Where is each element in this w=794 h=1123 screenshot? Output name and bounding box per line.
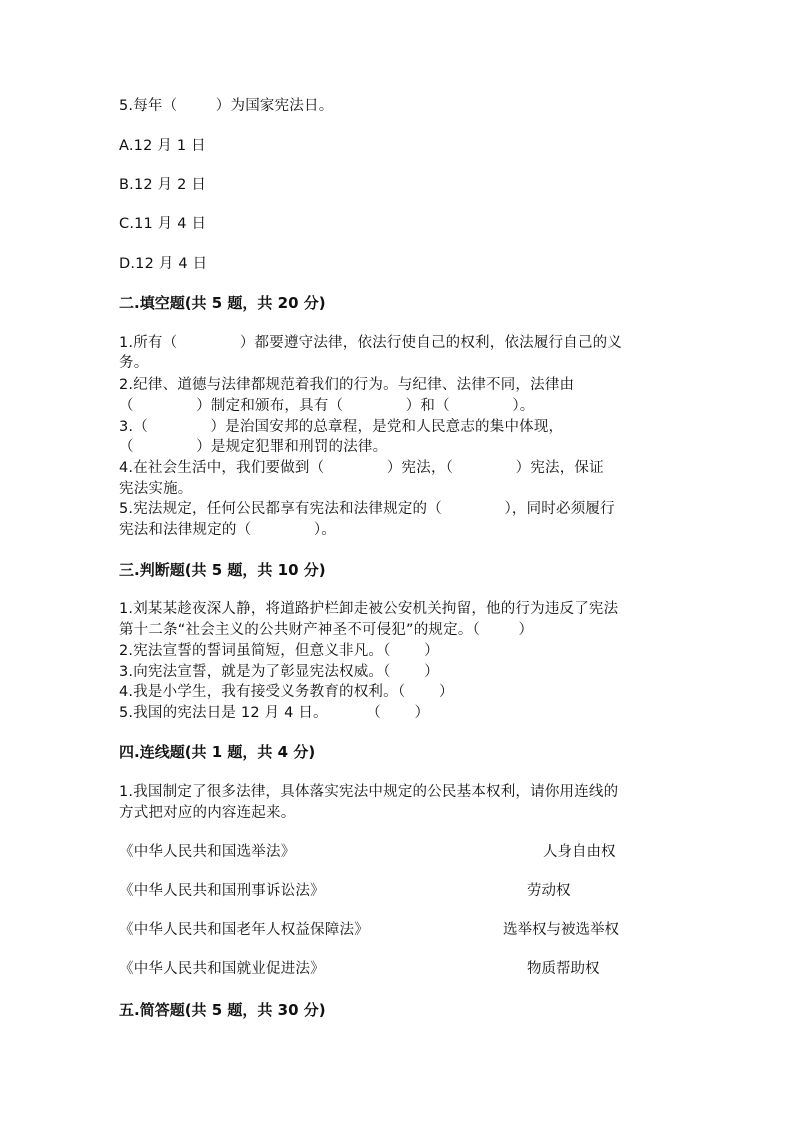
section3-line: 2.宪法宣誓的誓词虽简短，但意义非凡。（ ）	[119, 643, 439, 659]
section2-line: 3.（ ）是治国安邦的总章程，是党和人民意志的集中体现，	[119, 419, 564, 435]
section2-line: 4.在社会生活中，我们要做到（ ）宪法，（ ）宪法，保证	[119, 460, 604, 476]
matching-right-item: 人身自由权	[543, 844, 616, 860]
section2-line: （ ）是规定犯罪和刑罚的法律。	[119, 439, 388, 455]
section3-title: 三.判断题(共 5 题，共 10 分)	[119, 561, 326, 579]
section2-line: 宪法和法律规定的（ ）。	[119, 522, 336, 538]
section4-line: 方式把对应的内容连起来。	[119, 805, 296, 821]
section2-title: 二.填空题(共 5 题，共 20 分)	[119, 294, 326, 312]
q5-option-d: D.12 月 4 日	[119, 256, 208, 272]
matching-left-item: 《中华人民共和国选举法》	[119, 844, 296, 860]
matching-right-item: 物质帮助权	[527, 961, 600, 977]
matching-right-item: 劳动权	[527, 883, 571, 899]
section3-line: 3.向宪法宣誓，就是为了彰显宪法权威。（ ）	[119, 664, 439, 680]
section3-line: 5.我国的宪法日是 12 月 4 日。 （ ）	[119, 705, 430, 721]
section2-line: 务。	[119, 355, 149, 371]
matching-left-item: 《中华人民共和国就业促进法》	[119, 961, 325, 977]
matching-right-item: 选举权与被选举权	[503, 922, 619, 938]
section4-title: 四.连线题(共 1 题，共 4 分)	[119, 743, 316, 761]
section4-line: 1.我国制定了很多法律，具体落实宪法中规定的公民基本权利，请你用连线的	[119, 784, 619, 800]
section5-title: 五.简答题(共 5 题，共 30 分)	[119, 1001, 326, 1019]
section3-line: 4.我是小学生，我有接受义务教育的权利。（ ）	[119, 684, 454, 700]
q5-stem: 5.每年（ ）为国家宪法日。	[119, 98, 334, 114]
section2-line: 宪法实施。	[119, 481, 193, 497]
matching-left-item: 《中华人民共和国刑事诉讼法》	[119, 883, 325, 899]
section2-line: （ ）制定和颁布，具有（ ）和（ ）。	[119, 398, 535, 414]
q5-option-b: B.12 月 2 日	[119, 177, 207, 193]
q5-option-c: C.11 月 4 日	[119, 216, 207, 232]
q5-option-a: A.12 月 1 日	[119, 138, 206, 154]
section2-line: 5.宪法规定，任何公民都享有宪法和法律规定的（ ），同时必须履行	[119, 501, 615, 517]
section2-line: 2.纪律、道德与法律都规范着我们的行为。与纪律、法律不同，法律由	[119, 377, 575, 393]
section2-line: 1.所有（ ）都要遵守法律，依法行使自己的权利，依法履行自己的义	[119, 335, 623, 351]
section3-line: 1.刘某某趁夜深人静，将道路护栏卸走被公安机关拘留，他的行为违反了宪法	[119, 601, 619, 617]
matching-left-item: 《中华人民共和国老年人权益保障法》	[119, 922, 369, 938]
section3-line: 第十二条“社会主义的公共财产神圣不可侵犯”的规定。（ ）	[119, 622, 534, 638]
